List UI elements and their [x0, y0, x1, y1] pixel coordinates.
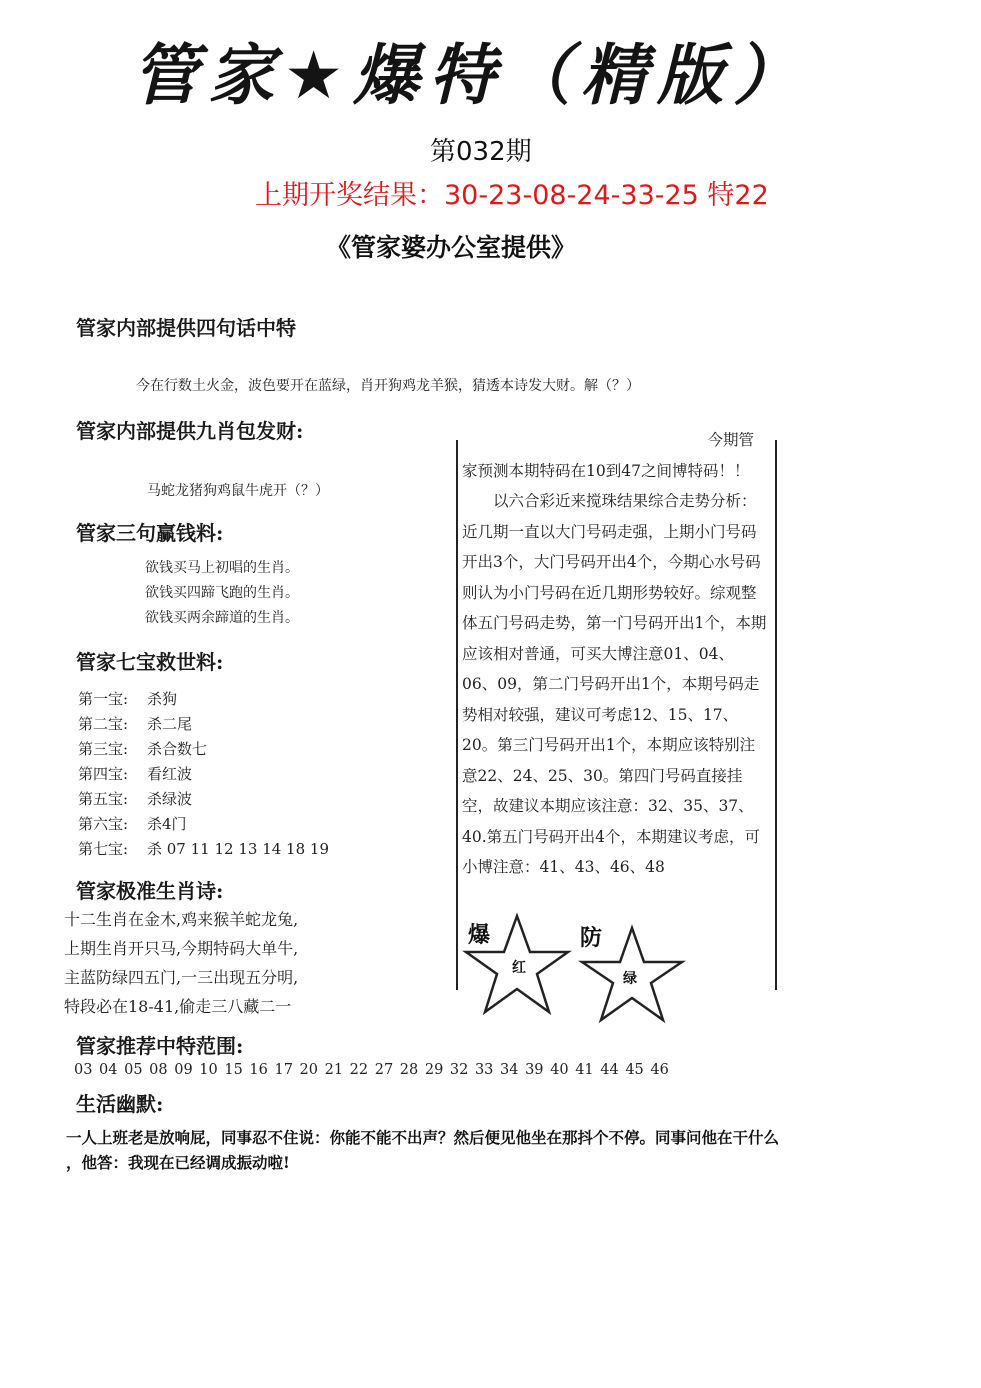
three-sentences-line: 欲钱买马上初唱的生肖。: [145, 560, 299, 576]
poem-line: 上期生肖开只马,今期特码大单牛,: [64, 939, 299, 958]
bao-label: 爆: [468, 922, 491, 948]
nine-zodiac-title: 管家内部提供九肖包发财:: [76, 419, 304, 443]
issue-number: 第032期: [430, 137, 532, 167]
bao-star-text: 红: [512, 960, 526, 976]
treasure-value: 杀狗: [147, 690, 178, 708]
prediction-paragraph: 以六合彩近来搅珠结果综合走势分析：近几期一直以大门号码走强，上期小门号码开出3个，大门号码开出4个，今期心水号码则认为小门号码在近几期形势较好。综观整体五门号码走势，第一门号码开出1个，本期应该相对普通，可买大博注意01、04、06、09，第二门号码开出1个，本期号码走势相对较强，建议可考虑12、15、17、20。第三门号码开出1个，本期应该特别注意22、24、25、30。第四门号码直接挂空，故建议本期应该注意：32、35、37、40.第五门号码开出4个，本期建议考虑，可小博注意：41、43、46、48: [462, 492, 767, 876]
treasure-label: 第二宝:: [78, 715, 129, 733]
poem-line: 十二生肖在金木,鸡来猴羊蛇龙兔,: [64, 910, 299, 929]
banner-title: 管家★爆特（精版）: [132, 37, 810, 114]
treasure-value: 杀4门: [147, 815, 187, 833]
three-sentences-line: 欲钱买四蹄飞跑的生肖。: [145, 585, 299, 601]
treasure-value: 杀二尾: [147, 715, 193, 733]
three-sentences-title: 管家三句赢钱料:: [76, 521, 224, 545]
treasure-label: 第三宝:: [78, 740, 129, 758]
fang-label: 防: [580, 925, 603, 951]
poem-title: 管家极准生肖诗:: [76, 879, 224, 903]
treasure-value: 杀绿波: [147, 790, 193, 808]
left-border-line: [456, 440, 458, 990]
treasure-label: 第六宝:: [78, 815, 129, 833]
treasure-value: 杀合数七: [147, 740, 208, 758]
prediction-box: [462, 425, 768, 883]
range-title: 管家推荐中特范围:: [76, 1034, 244, 1058]
seven-treasures-title: 管家七宝救世料:: [76, 650, 224, 674]
treasure-label: 第一宝:: [78, 690, 129, 708]
four-sentences-title: 管家内部提供四句话中特: [76, 316, 296, 340]
treasure-value: 看红波: [147, 765, 193, 783]
nine-zodiac-text: 马蛇龙猪狗鸡鼠牛虎开（？）: [147, 483, 329, 499]
provider-line: 《管家婆办公室提供》: [326, 233, 577, 262]
range-numbers: 03 04 05 08 09 10 15 16 17 20 21 22 27 28 29 32 33 34 39 40 41 44 45 46: [74, 1062, 669, 1078]
prediction-paragraph: 家预测本期特码在10到47之间博特码！！: [462, 461, 750, 480]
poem-line: 主蓝防绿四五门,一三出现五分明,: [64, 968, 299, 987]
poem-line: 特段必在18-41,偷走三八藏二一: [64, 997, 292, 1016]
humor-line: 一人上班老是放响屁，同事忍不住说：你能不能不出声？然后便见他坐在那抖个不停。同事问他在干什么: [66, 1128, 780, 1147]
humor-line: ，他答：我现在已经调成振动啦!: [66, 1153, 290, 1172]
humor-title: 生活幽默:: [76, 1092, 164, 1116]
right-border-line: [775, 440, 777, 990]
treasure-label: 第四宝:: [78, 765, 129, 783]
fang-star-text: 绿: [623, 971, 637, 987]
treasure-value: 杀 07 11 12 13 14 18 19: [147, 840, 329, 858]
treasure-label: 第五宝:: [78, 790, 129, 808]
four-sentences-text: 今在行数土火金，波色要开在蓝绿，肖开狗鸡龙羊猴，猜透本诗发大财。解（？）: [136, 378, 640, 394]
treasure-label: 第七宝:: [78, 840, 129, 858]
prediction-head: 今期管: [707, 431, 754, 449]
three-sentences-line: 欲钱买两余蹄道的生肖。: [145, 610, 299, 626]
last-draw-result: 上期开奖结果：30-23-08-24-33-25 特22: [255, 180, 769, 211]
